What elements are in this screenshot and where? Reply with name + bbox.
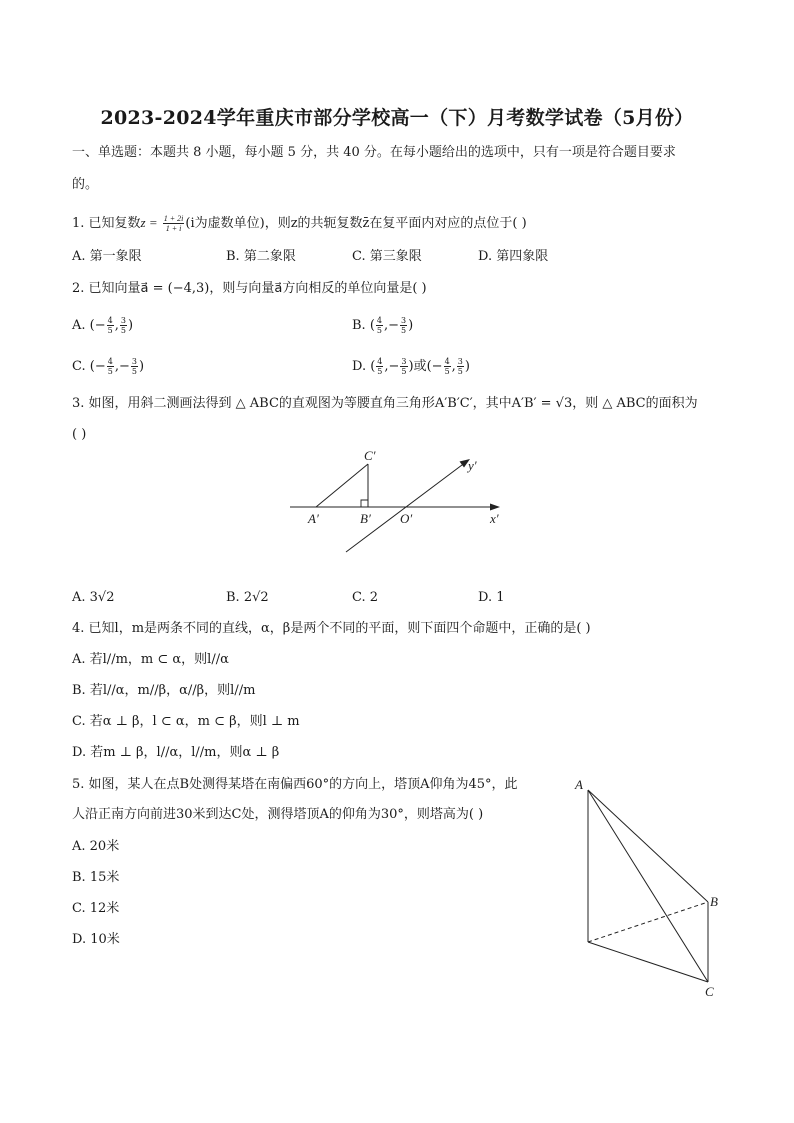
q5-tower-diagram — [566, 770, 736, 1000]
q2-d-frac1 — [376, 357, 383, 376]
q2-b-frac1 — [376, 316, 383, 335]
q4-option-c: C. 若α ⊥ β，l ⊂ α，m ⊂ β，则l ⊥ m — [72, 714, 300, 729]
q2-b-end: ) — [408, 318, 414, 333]
q2-b-d2: 5 — [401, 326, 407, 335]
q2-c-label: C. (− — [72, 359, 106, 374]
q2-option-d — [352, 357, 470, 376]
q5-option-d: D. 10米 — [72, 932, 120, 947]
q2-a-end: ) — [127, 318, 134, 333]
q2-d-n1: 4 — [377, 357, 383, 366]
q2-c-frac2 — [131, 357, 138, 376]
label-a: A — [575, 777, 583, 792]
q2-d-n3: 4 — [444, 357, 450, 366]
q2-b-n2: 3 — [401, 316, 407, 325]
label-c: C — [705, 984, 714, 999]
q3-option-d: D. 1 — [478, 590, 505, 605]
q2-a-sep: , — [114, 318, 119, 333]
q4-option-b: B. 若l//α，m//β，α//β，则l//m — [72, 683, 256, 698]
q2-c-frac1 — [107, 357, 114, 376]
q2-a-n1: 4 — [107, 316, 113, 325]
q1-option-a: A. 第一象限 — [72, 249, 142, 264]
q2-d-d4: 5 — [457, 367, 463, 376]
q2-option-a — [72, 316, 133, 335]
q1-frac-num: 1 + 2i — [163, 214, 184, 223]
q1-suffix: (i为虚数单位)，则z的共轭复数z̄在复平面内对应的点位于( ) — [185, 216, 527, 231]
q2-d-n2: 3 — [401, 357, 407, 366]
q2-d-frac2 — [400, 357, 407, 376]
question-3-stem-line2: ( ) — [72, 427, 87, 442]
q1-z-eq: z = — [140, 215, 158, 230]
q3-option-c: C. 2 — [352, 590, 379, 605]
q2-a-frac1 — [107, 316, 114, 335]
q1-option-b: B. 第二象限 — [226, 249, 296, 264]
q2-b-sep: ,− — [383, 318, 400, 333]
q5-option-b: B. 15米 — [72, 870, 120, 885]
q1-option-d: D. 第四象限 — [478, 249, 549, 264]
question-4-stem: 4. 已知l，m是两条不同的直线，α，β是两个不同的平面，则下面四个命题中，正确的是( ) — [72, 621, 591, 636]
question-5-stem-line2: 人沿正南方向前进30米到达C处，测得塔顶A的仰角为30°，则塔高为( ) — [72, 807, 484, 822]
line-base-c — [588, 942, 708, 982]
q2-d-d2: 5 — [401, 367, 407, 376]
q2-b-d1: 5 — [376, 326, 382, 335]
q5-option-a: A. 20米 — [72, 839, 120, 854]
label-o-prime: O′ — [400, 511, 413, 526]
exam-title: 2023-2024学年重庆市部分学校高一（下）月考数学试卷（5月份） — [100, 107, 694, 129]
side-a-c — [316, 464, 368, 507]
q2-d-n4: 3 — [457, 357, 463, 366]
label-b: B — [710, 894, 718, 909]
label-y-prime: y′ — [468, 458, 477, 473]
question-1-stem — [72, 214, 527, 233]
q2-c-d1: 5 — [107, 367, 113, 376]
q2-d-frac4 — [457, 357, 464, 376]
q2-b-n1: 4 — [376, 316, 382, 325]
q2-option-b — [352, 316, 413, 335]
q2-d-end: ) — [464, 359, 470, 374]
line-base-b-dashed — [588, 902, 708, 942]
q2-d-frac3 — [444, 357, 451, 376]
question-5-stem-line1: 5. 如图，某人在点B处测得某塔在南偏西60°的方向上，塔顶A仰角为45°，此 — [72, 777, 518, 792]
q2-c-d2: 5 — [131, 367, 137, 376]
q1-option-c: C. 第三象限 — [352, 249, 422, 264]
q2-b-label: B. ( — [352, 318, 375, 333]
q2-a-d1: 5 — [107, 326, 113, 335]
q2-option-c — [72, 357, 144, 376]
q2-d-mid: )或(− — [408, 359, 443, 374]
q2-a-n2: 3 — [120, 316, 126, 325]
q5-option-c: C. 12米 — [72, 901, 120, 916]
q1-frac-den: 1 + i — [165, 224, 182, 233]
q3-option-a: A. 3√2 — [72, 590, 115, 605]
label-c-prime: C′ — [364, 448, 376, 463]
line-a-c — [588, 790, 708, 982]
section-instructions-line2: 的。 — [72, 177, 99, 192]
q2-d-sep2: , — [451, 359, 456, 374]
q3-oblique-diagram — [280, 440, 520, 560]
q4-option-d: D. 若m ⊥ β，l//α，l//m，则α ⊥ β — [72, 745, 280, 760]
q2-a-d2: 5 — [120, 326, 126, 335]
x-axis-arrowhead — [490, 504, 500, 511]
q2-d-label: D. ( — [352, 359, 376, 374]
q2-c-n1: 4 — [107, 357, 113, 366]
q2-a-frac2 — [120, 316, 127, 335]
section-instructions-line1: 一、单选题：本题共 8 小题，每小题 5 分，共 40 分。在每小题给出的选项中，只有一项是符合题目要求 — [72, 145, 676, 160]
question-3-stem-line1: 3. 如图，用斜二测画法得到 △ ABC的直观图为等腰直角三角形A′B′C′，其中A′B′ = √3，则 △ ABC的面积为 — [72, 396, 698, 411]
label-x-prime: x′ — [490, 511, 499, 526]
q1-prefix: 1. 已知复数 — [72, 216, 141, 231]
q2-a-label: A. (− — [72, 318, 106, 333]
q1-fraction — [163, 214, 185, 233]
q4-option-a: A. 若l//m，m ⊂ α，则l//α — [72, 652, 229, 667]
q2-d-d3: 5 — [444, 367, 450, 376]
question-2-stem: 2. 已知向量a⃗ = (−4,3)，则与向量a⃗方向相反的单位向量是( ) — [72, 281, 427, 296]
q2-c-end: ) — [138, 359, 145, 374]
q2-c-sep: ,− — [114, 359, 130, 374]
q3-option-b: B. 2√2 — [226, 590, 269, 605]
label-b-prime: B′ — [360, 511, 371, 526]
q2-b-frac2 — [400, 316, 407, 335]
right-angle-mark — [361, 500, 368, 507]
q2-d-d1: 5 — [377, 367, 383, 376]
q2-d-sep: ,− — [384, 359, 400, 374]
q2-c-n2: 3 — [131, 357, 137, 366]
label-a-prime: A′ — [308, 511, 319, 526]
